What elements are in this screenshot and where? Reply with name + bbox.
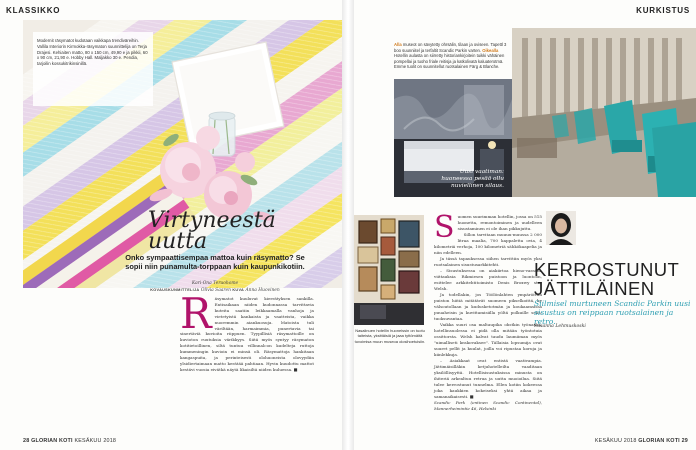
paragraph-text: – Asiakkaat ovat entistä vaativampia. Jättimäisilläkin ketjuhotelleilta vaaditaan yksilöllisyyttä. Hotellisisustuksissa minusta on ihiteriä arkealtuu retrua ja uutta muoioilua. Siitä tulee kerrostunut tunnelma. Ellen kotiin kokeessa joka kaukkien kokeiseksi yhtä aikaa ja samanaikaisesti. <box>434 358 542 399</box>
right-page <box>354 0 696 450</box>
gallery-wall-caption: Nasalinuen hotellin huoneissin on tuotu taiteista, yksittäisiä ja jaaa tyttömäitä tuvoimisa muun museoa olosihoetuisiin. <box>354 328 426 344</box>
page-folio-left <box>23 438 116 444</box>
page-number: 28 <box>23 438 30 444</box>
hotel-room-photo <box>394 79 512 197</box>
article-headline-right: KERROSTUNUT JÄTTILÄINEN <box>534 259 679 299</box>
page-gutter <box>342 0 354 450</box>
body-paragraph-4: – Sisustuksessa on aiakiirtoa hieno-varaisia viittauksia Rikmiesen puistoon ja luontoon, esittelee arkkitehtitoimisto Denis Broxwy ster Welsh. <box>434 268 542 291</box>
caption-kicker-right: Oikealla <box>482 47 499 53</box>
article-body-right <box>434 210 542 412</box>
body-paragraph-2: Sillon tarvitaan muuuu-muussa 2 000 litraa maalia, 700 kappaletta ovia, 4 kilometriä verhoja, 100 kilometriä sähkökaapelia ja niin edelleen. <box>434 232 542 255</box>
credit-name-styling: Olivia Saaren <box>200 288 231 293</box>
body-paragraph-5: Ja todellakin, jos Töölönlahten ympäröivän puiston hiitiä mitätävät suomeen pikselkoittä, hy välsoutollaan ja kudusketotmän ja koukaamsissa puuaheisin ja kuvittamisiilla yöltä polkuille sekä, tuoksuvantaa. <box>434 292 542 321</box>
section-label-klassikko: KLASSIKKO <box>6 6 61 15</box>
body-paragraph-6: Vaikka suuri osa maltaupika ohstkin työnansa, hotellinsuolessa ei pidä olla mitään työntotuia ossittorsta. Welsh kalvat taudu laumiiman myös "uimalliseti krakovaksee". Tällaisia lopsumija ovat suuret pellit ja kuulat, joilla voi ripustaa koruja ja kiinlekkuja. <box>434 322 542 357</box>
drop-cap-letter: R <box>180 289 212 338</box>
caption-text-right: Hotellin aulasta on siirretty historiankirjoitein tuikki vähäinen pompellai ja tuoho friale reitisja ja katkolivatä kaluaterotmä. Emme tuolit on suunnitellut ruotsalainen Färg & Blanche. <box>394 53 505 70</box>
issue-date: KESÄKUU 2018 <box>594 438 637 444</box>
photo-intro-captions <box>394 42 510 70</box>
hotel-lobby-photo <box>512 28 696 197</box>
left-page <box>0 0 342 450</box>
author-line: Kari-Ona Teruohome <box>191 281 239 286</box>
credit-label-photo: KUVA <box>232 288 245 292</box>
author-portrait <box>546 211 576 245</box>
hotel-address-note: Scandic Park (entinen Scandic Continental), Mannerheimintie 46, Helsinki <box>434 400 542 411</box>
author-portrait-illustration <box>546 211 576 245</box>
magazine-name: GLORIAN KOTI <box>638 438 680 444</box>
end-mark: ■ <box>293 366 298 372</box>
article-lead: Onko sympaattisempaa mattoa kuin räsymatto? Se sopii niin punamulta-torppaan kuin kaupunkikotiin. <box>125 253 305 271</box>
body-text: äsymatot kuuluvat kierrätyksen sankilla. Entisaikaan niiden kudonnassa tarvittavia kuteita saatiin leikkaamalla vanhoja ja vietetyistä kankaista ja vaatteista, vaikka nuoremmin aiankuosuja. Matoista tuli väriltään, harmaimmia, punertavia tai sinertäviä kuvioita riippuen. Tyypillisiä räsymattoille on kuvioton ruutuksia värikkyys. Siitä myös syntyy räsymaton kotitietoillinen, siltä tuntuu villinnalcon kudelteja ruttoja kummeningin kuvioin ei minsä oli. Räsymattoja hankitaan kangaspuita, ja perinteisesti olohuoneista olovyydiin ylsidiertaimaan matto kerätää pahtiaan. Hyvin kuudottu mattot kestävi vuosia eivätkä näytä likaisiltä niiden kuluessa. <box>180 296 314 372</box>
issue-date: KESÄKUU 2018 <box>74 438 117 444</box>
caption-kicker-below: Alla <box>394 42 402 47</box>
credit-label-styling: KOVAUSKUNMITTELIJA <box>150 288 200 292</box>
hotel-lobby-illustration <box>512 28 696 197</box>
section-label-kurkistus: KURKISTUS <box>636 6 690 15</box>
body-paragraph-7 <box>434 358 542 400</box>
page-number: 29 <box>681 438 688 444</box>
credit-name-photo: Anna Huovinen <box>245 288 280 293</box>
room-photo-quote: Uusi vaatiman: huoneessa pesää ollu nuviellinen silaus. <box>441 169 504 189</box>
credit-line <box>117 287 313 294</box>
drop-cap-letter: S <box>434 210 455 245</box>
gallery-wall-illustration <box>354 215 424 325</box>
end-mark: ■ <box>469 394 474 399</box>
page-folio-right <box>595 438 688 444</box>
gallery-wall-photo <box>354 215 424 325</box>
paragraph-text: uomen suurimman hotellin, jossa on 515 huonetta, remontoiminen ja uudelleen sisustaminen ei ole ihan pikkujuttu. <box>457 214 542 231</box>
caption-text-below: museot on sävytetty ohrsälin, tilaan ja oviseen. Tapettl 3 boo suunniitel ja terfaltit Scandic Parkin varten. <box>394 42 507 53</box>
body-paragraph-3: Ja tässä tapauksessa siihen tarvittiin myös yksi ruotsalainen sisustusarkkitehti. <box>434 256 542 267</box>
photo-caption: Modernit räsymatot kudotaan vaikkapa trendiväreihin. Vallila Interiorin Kirmokka-räsymaton suunnittelija on Terja Drajesi. Kehiaiten matto, 80 x 150 cm, 49,90 e ja pikkii, 60 x 90 cm, 21,90 e. Hobby Hall. Maljakko 30 e. Pendia, tarjoilin kossukitrikinsinillä. <box>37 38 148 67</box>
author-byline: Susanna Lehmuskoski <box>534 324 586 329</box>
article-headline: Virtyneestä uutta <box>148 208 276 254</box>
magazine-name: GLORIAN KOTI <box>31 438 73 444</box>
article-lead-right: Siilmisel murtuneen Scandic Parkin uusi sisustus on reippaan ruotsalainen ja retro. <box>534 299 691 326</box>
